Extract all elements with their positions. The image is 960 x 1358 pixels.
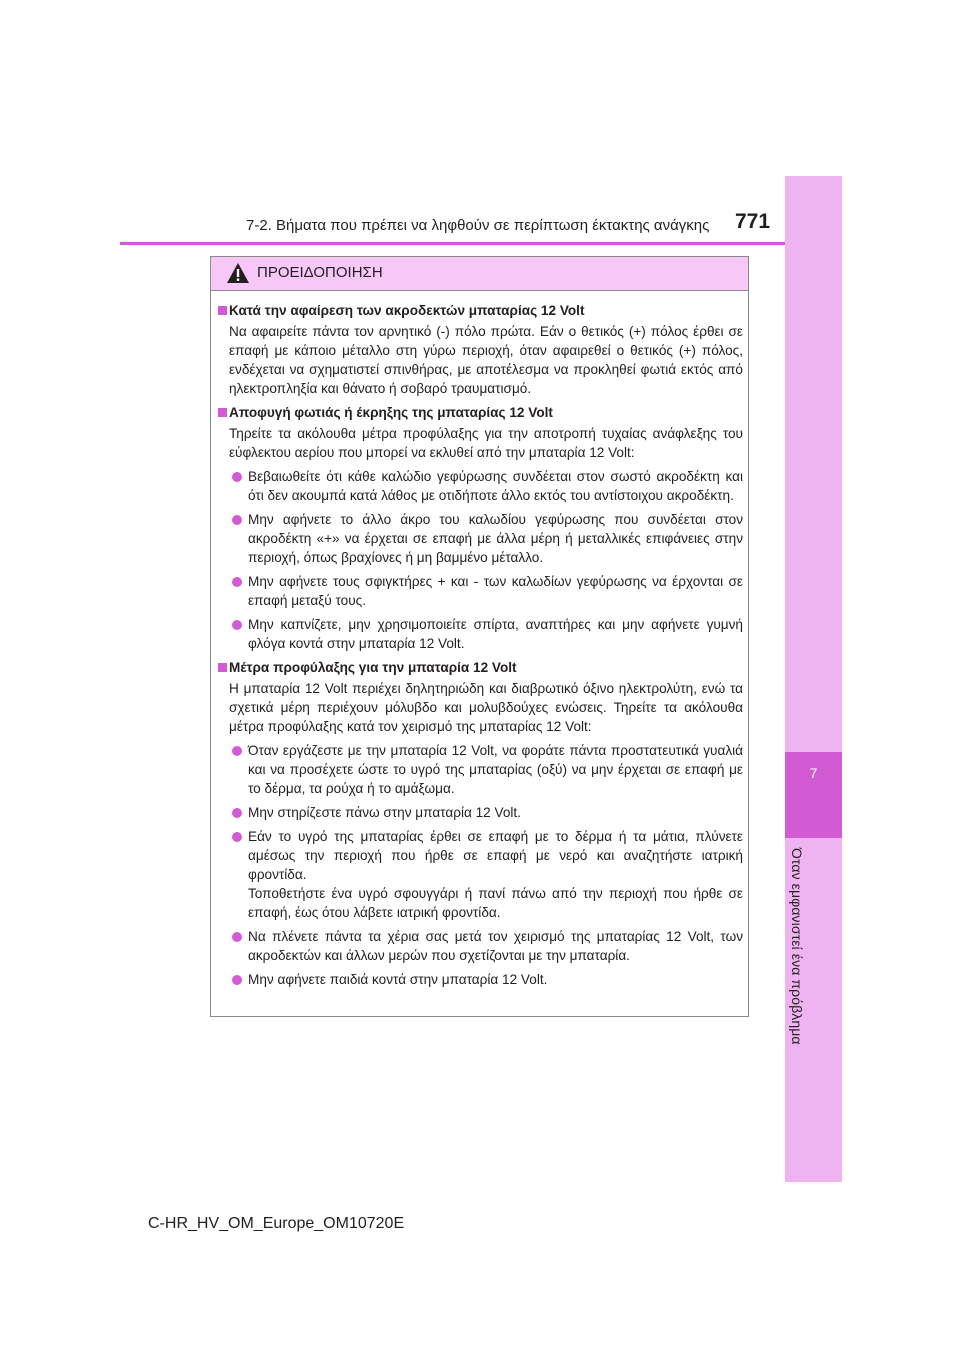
circle-bullet-icon: [232, 515, 242, 525]
list-item: Βεβαιωθείτε ότι κάθε καλώδιο γεφύρωσης συνδέεται στον σωστό ακροδέκτη και ότι δεν ακουμπά κατά λάθος με οτιδήποτε άλλο εκτός του αντίστοιχου ακροδέκτη.: [216, 467, 743, 505]
circle-bullet-icon: [232, 975, 242, 985]
warning-content: [216, 301, 743, 989]
section-paragraph: Η μπαταρία 12 Volt περιέχει δηλητηριώδη και διαβρωτικό όξινο ηλεκτρολύτη, ενώ τα σχετικά μέρη περιέχουν μόλυβδο και μολυβδούχες ενώσεις. Τηρείτε τα ακόλουθα μέτρα προφύλαξης κατά τον χειρισμό της μπαταρίας 12 Volt:: [229, 681, 743, 734]
section-paragraph: Να αφαιρείτε πάντα τον αρνητικό (-) πόλο πρώτα. Εάν ο θετικός (+) πόλος έρθει σε επαφή με κάποιο μέταλλο στη γύρω περιοχή, όταν αφαιρεθεί ο θετικός (+) πόλος, ενδέχεται να σχηματιστεί σπινθήρας, με αποτέλεσμα να προκληθεί φωτιά εκτός από ηλεκτροπληξία και θάνατο ή σοβαρό τραυματισμό.: [229, 324, 743, 396]
list-item: Μην καπνίζετε, μην χρησιμοποιείτε σπίρτα, αναπτήρες και μην αφήνετε γυμνή φλόγα κοντά στην μπαταρία 12 Volt.: [216, 615, 743, 653]
warning-title: ΠΡΟΕΙΔΟΠΟΙΗΣΗ: [257, 264, 383, 281]
warning-header: [211, 257, 748, 291]
document-code: C-HR_HV_OM_Europe_OM10720E: [148, 1215, 405, 1232]
header-rule: [120, 242, 785, 245]
list-item: Μην στηρίζεστε πάνω στην μπαταρία 12 Volt.: [216, 803, 743, 822]
circle-bullet-icon: [232, 746, 242, 756]
page-number: 771: [735, 210, 771, 233]
warning-box: [210, 256, 749, 1017]
chapter-title: Όταν εμφανιστεί ένα πρόβλημα: [789, 848, 805, 1045]
section-title: Μέτρα προφύλαξης για την μπαταρία 12 Volt: [216, 658, 743, 677]
section-header: 7-2. Βήματα που πρέπει να ληφθούν σε περίπτωση έκτακτης ανάγκης: [246, 217, 710, 234]
list-item: Μην αφήνετε τους σφιγκτήρες + και - των καλωδίων γεφύρωσης να έρχονται σε επαφή μεταξύ τους.: [216, 572, 743, 610]
section-title: Κατά την αφαίρεση των ακροδεκτών μπαταρίας 12 Volt: [216, 301, 743, 320]
chapter-number: 7: [809, 765, 818, 781]
circle-bullet-icon: [232, 620, 242, 630]
square-bullet-icon: [218, 408, 227, 417]
square-bullet-icon: [218, 306, 227, 315]
list-item: Εάν το υγρό της μπαταρίας έρθει σε επαφή με το δέρμα ή τα μάτια, πλύνετε αμέσως την περιοχή που ήρθε σε επαφή με νερό και αναζητήστε ιατρική φροντίδα. Τοποθετήστε ένα υγρό σφουγγάρι ή πανί πάνω από την περιοχή που ήρθε σε επαφή, έως ότου λάβετε ιατρική φροντίδα.: [216, 827, 743, 922]
square-bullet-icon: [218, 663, 227, 672]
list-item: Όταν εργάζεστε με την μπαταρία 12 Volt, να φοράτε πάντα προστατευτικά γυαλιά και να προσέχετε ώστε το υγρό της μπαταρίας (οξύ) να μην έρχεται σε επαφή με το δέρμα, τα ρούχα ή το αμάξωμα.: [216, 741, 743, 798]
section-title: Αποφυγή φωτιάς ή έκρηξης της μπαταρίας 12 Volt: [216, 403, 743, 422]
circle-bullet-icon: [232, 932, 242, 942]
circle-bullet-icon: [232, 832, 242, 842]
section-paragraph: Τηρείτε τα ακόλουθα μέτρα προφύλαξης για την αποτροπή τυχαίας ανάφλεξης του εύφλεκτου αερίου που μπορεί να εκλυθεί από την μπαταρία 12 Volt:: [229, 426, 743, 460]
list-item: Μην αφήνετε παιδιά κοντά στην μπαταρία 12 Volt.: [216, 970, 743, 989]
list-item: Μην αφήνετε το άλλο άκρο του καλωδίου γεφύρωσης που συνδέεται στον ακροδέκτη «+» να έρχεται σε επαφή με άλλα μέρη ή μεταλλικές επιφάνειες στην περιοχή, όπως βραχίονες ή μη βαμμένο μέταλλο.: [216, 510, 743, 567]
circle-bullet-icon: [232, 472, 242, 482]
list-item-extra: Τοποθετήστε ένα υγρό σφουγγάρι ή πανί πάνω από την περιοχή που ήρθε σε επαφή, έως ότου λάβετε ιατρική φροντίδα.: [248, 886, 743, 920]
circle-bullet-icon: [232, 808, 242, 818]
list-item: Να πλένετε πάντα τα χέρια σας μετά τον χειρισμό της μπαταρίας 12 Volt, των ακροδεκτών και άλλων μερών που σχετίζονται με την μπαταρία.: [216, 927, 743, 965]
warning-triangle-icon: [226, 262, 250, 284]
circle-bullet-icon: [232, 577, 242, 587]
